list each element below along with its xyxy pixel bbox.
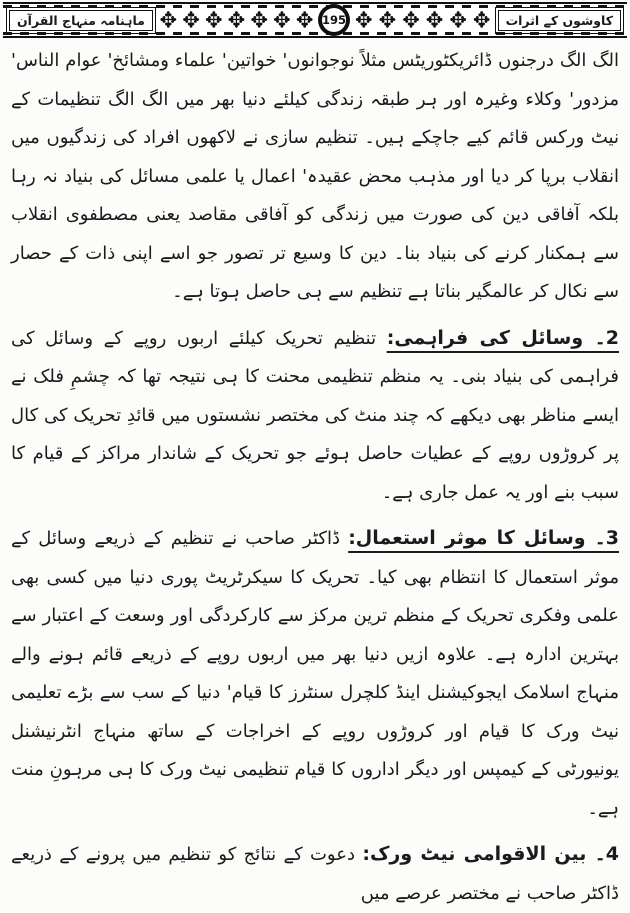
header-title-left xyxy=(9,10,153,31)
floral-cross-ornament-icon: ✥ xyxy=(159,9,178,31)
paragraph-4-international-network xyxy=(11,835,619,913)
ornament-row-left xyxy=(157,10,316,31)
paragraph-3-effective-use-of-resources xyxy=(11,519,619,828)
floral-cross-ornament-icon: ✥ xyxy=(227,9,246,31)
floral-cross-ornament-icon: ✥ xyxy=(204,9,223,31)
paragraph-3-body: ڈاکٹر صاحب نے تنظیم کے ذریعے وسائل کے موثر استعمال کا انتظام بھی کیا۔ تحریک کا سیکرٹریٹ پوری دنیا میں کسی بھی علمی وفکری تحریک کے منظم ترین مرکز سے کارکردگی اور وسعت کے اعتبار سے بہترین ادارہ ہے۔ علاوہ ازیں دنیا بھر میں اربوں روپے کے ذریعے قائم ہونے والے منہاج اسلامک ایجوکیشنل اینڈ کلچرل سنٹرز کا قیام' دنیا کے سب سے بڑے تعلیمی نیٹ ورک کا قیام اور کروڑوں روپے کے اخراجات کے ساتھ منہاج انٹرنیشنل یونیورٹی کے کیمپس اور دیگر اداروں کا قیام تنظیمی نیٹ ورک کا ہی مرہونِ منت ہے۔ xyxy=(11,528,619,819)
floral-cross-ornament-icon: ✥ xyxy=(295,9,314,31)
floral-cross-ornament-icon: ✥ xyxy=(355,9,373,31)
floral-cross-ornament-icon: ✥ xyxy=(378,9,397,31)
page-number: 195 xyxy=(321,7,347,33)
paragraph-3-heading: 3۔ وسائل کا موثر استعمال: xyxy=(348,527,619,549)
paragraph-4-heading: 4۔ بین الاقوامی نیٹ ورک: xyxy=(362,843,619,865)
header-title-right xyxy=(498,10,621,31)
paragraph-2-heading: 2۔ وسائل کی فراہمی: xyxy=(386,326,619,349)
floral-cross-ornament-icon: ✥ xyxy=(472,9,491,31)
decorative-header-band xyxy=(3,2,627,38)
floral-cross-ornament-icon: ✥ xyxy=(182,9,200,31)
magazine-title-text: ماہنامہ منہاج القرآن xyxy=(17,12,145,28)
floral-cross-ornament-icon: ✥ xyxy=(273,9,291,31)
chapter-title-text: کاوشوں کے اثرات xyxy=(505,12,614,28)
floral-cross-ornament-icon: ✥ xyxy=(402,9,420,31)
paragraph-2-body: تنظیم تحریک کیلئے اربوں روپے کے وسائل کی فراہمی کی بنیاد بنی۔ یہ منظم تنظیمی محنت کا ہی نتیجہ تھا کہ چشمِ فلک نے ایسے مناظر بھی دیکھے کہ چند منٹ کی مختصر نشستوں میں قائدِ تحریک کی کال پر کروڑوں روپے کے عطیات حاصل ہوئے جو تحریک کے شاندار مراکز کے قیام کا سبب بنے اور یہ عمل جاری ہے۔ xyxy=(11,327,619,503)
paragraph-4-body: دعوت کے نتائج کو تنظیم میں پرونے کے ذریعے ڈاکٹر صاحب نے مختصر عرصے میں xyxy=(11,844,619,904)
floral-cross-ornament-icon: ✥ xyxy=(250,9,269,31)
paragraph-1-body: الگ الگ درجنوں ڈائریکٹوریٹس مثلاً نوجوانوں' خواتین' علماء ومشائخ' عوام الناس' مزدور' وکلاء وغیرہ اور ہر طبقہ زندگی کیلئے دنیا بھر میں الگ الگ تنظیمات کے نیٹ ورکس قائم کیے جاچکے ہیں۔ تنظیم سازی نے لاکھوں افراد کی زندگیوں میں انقلاب برپا کر دیا اور مذہب محض عقیدہ' اعمال یا علمی مسائل کی بنیاد نہ رہا بلکہ آفاقی دین کی صورت میں زندگی کو آفاقی مقاصد یعنی مصطفوی انقلاب سے ہمکنار کرنے کی بنیاد بنا۔ دین کا وسیع تر تصور جو اسے اپنی ذات کے حصار سے نکال کر عالمگیر بناتا ہے تنظیم سے ہی حاصل ہوتا ہے۔ xyxy=(11,50,619,302)
page-number-badge xyxy=(318,4,350,36)
paragraph-2-provision-of-resources xyxy=(11,319,619,513)
ornament-row-right xyxy=(352,10,494,31)
floral-cross-ornament-icon: ✥ xyxy=(449,9,467,31)
floral-cross-ornament-icon: ✥ xyxy=(425,9,444,31)
page-body-text xyxy=(0,38,630,913)
paragraph-1-continuation xyxy=(11,42,619,312)
scanned-book-page xyxy=(0,2,630,904)
